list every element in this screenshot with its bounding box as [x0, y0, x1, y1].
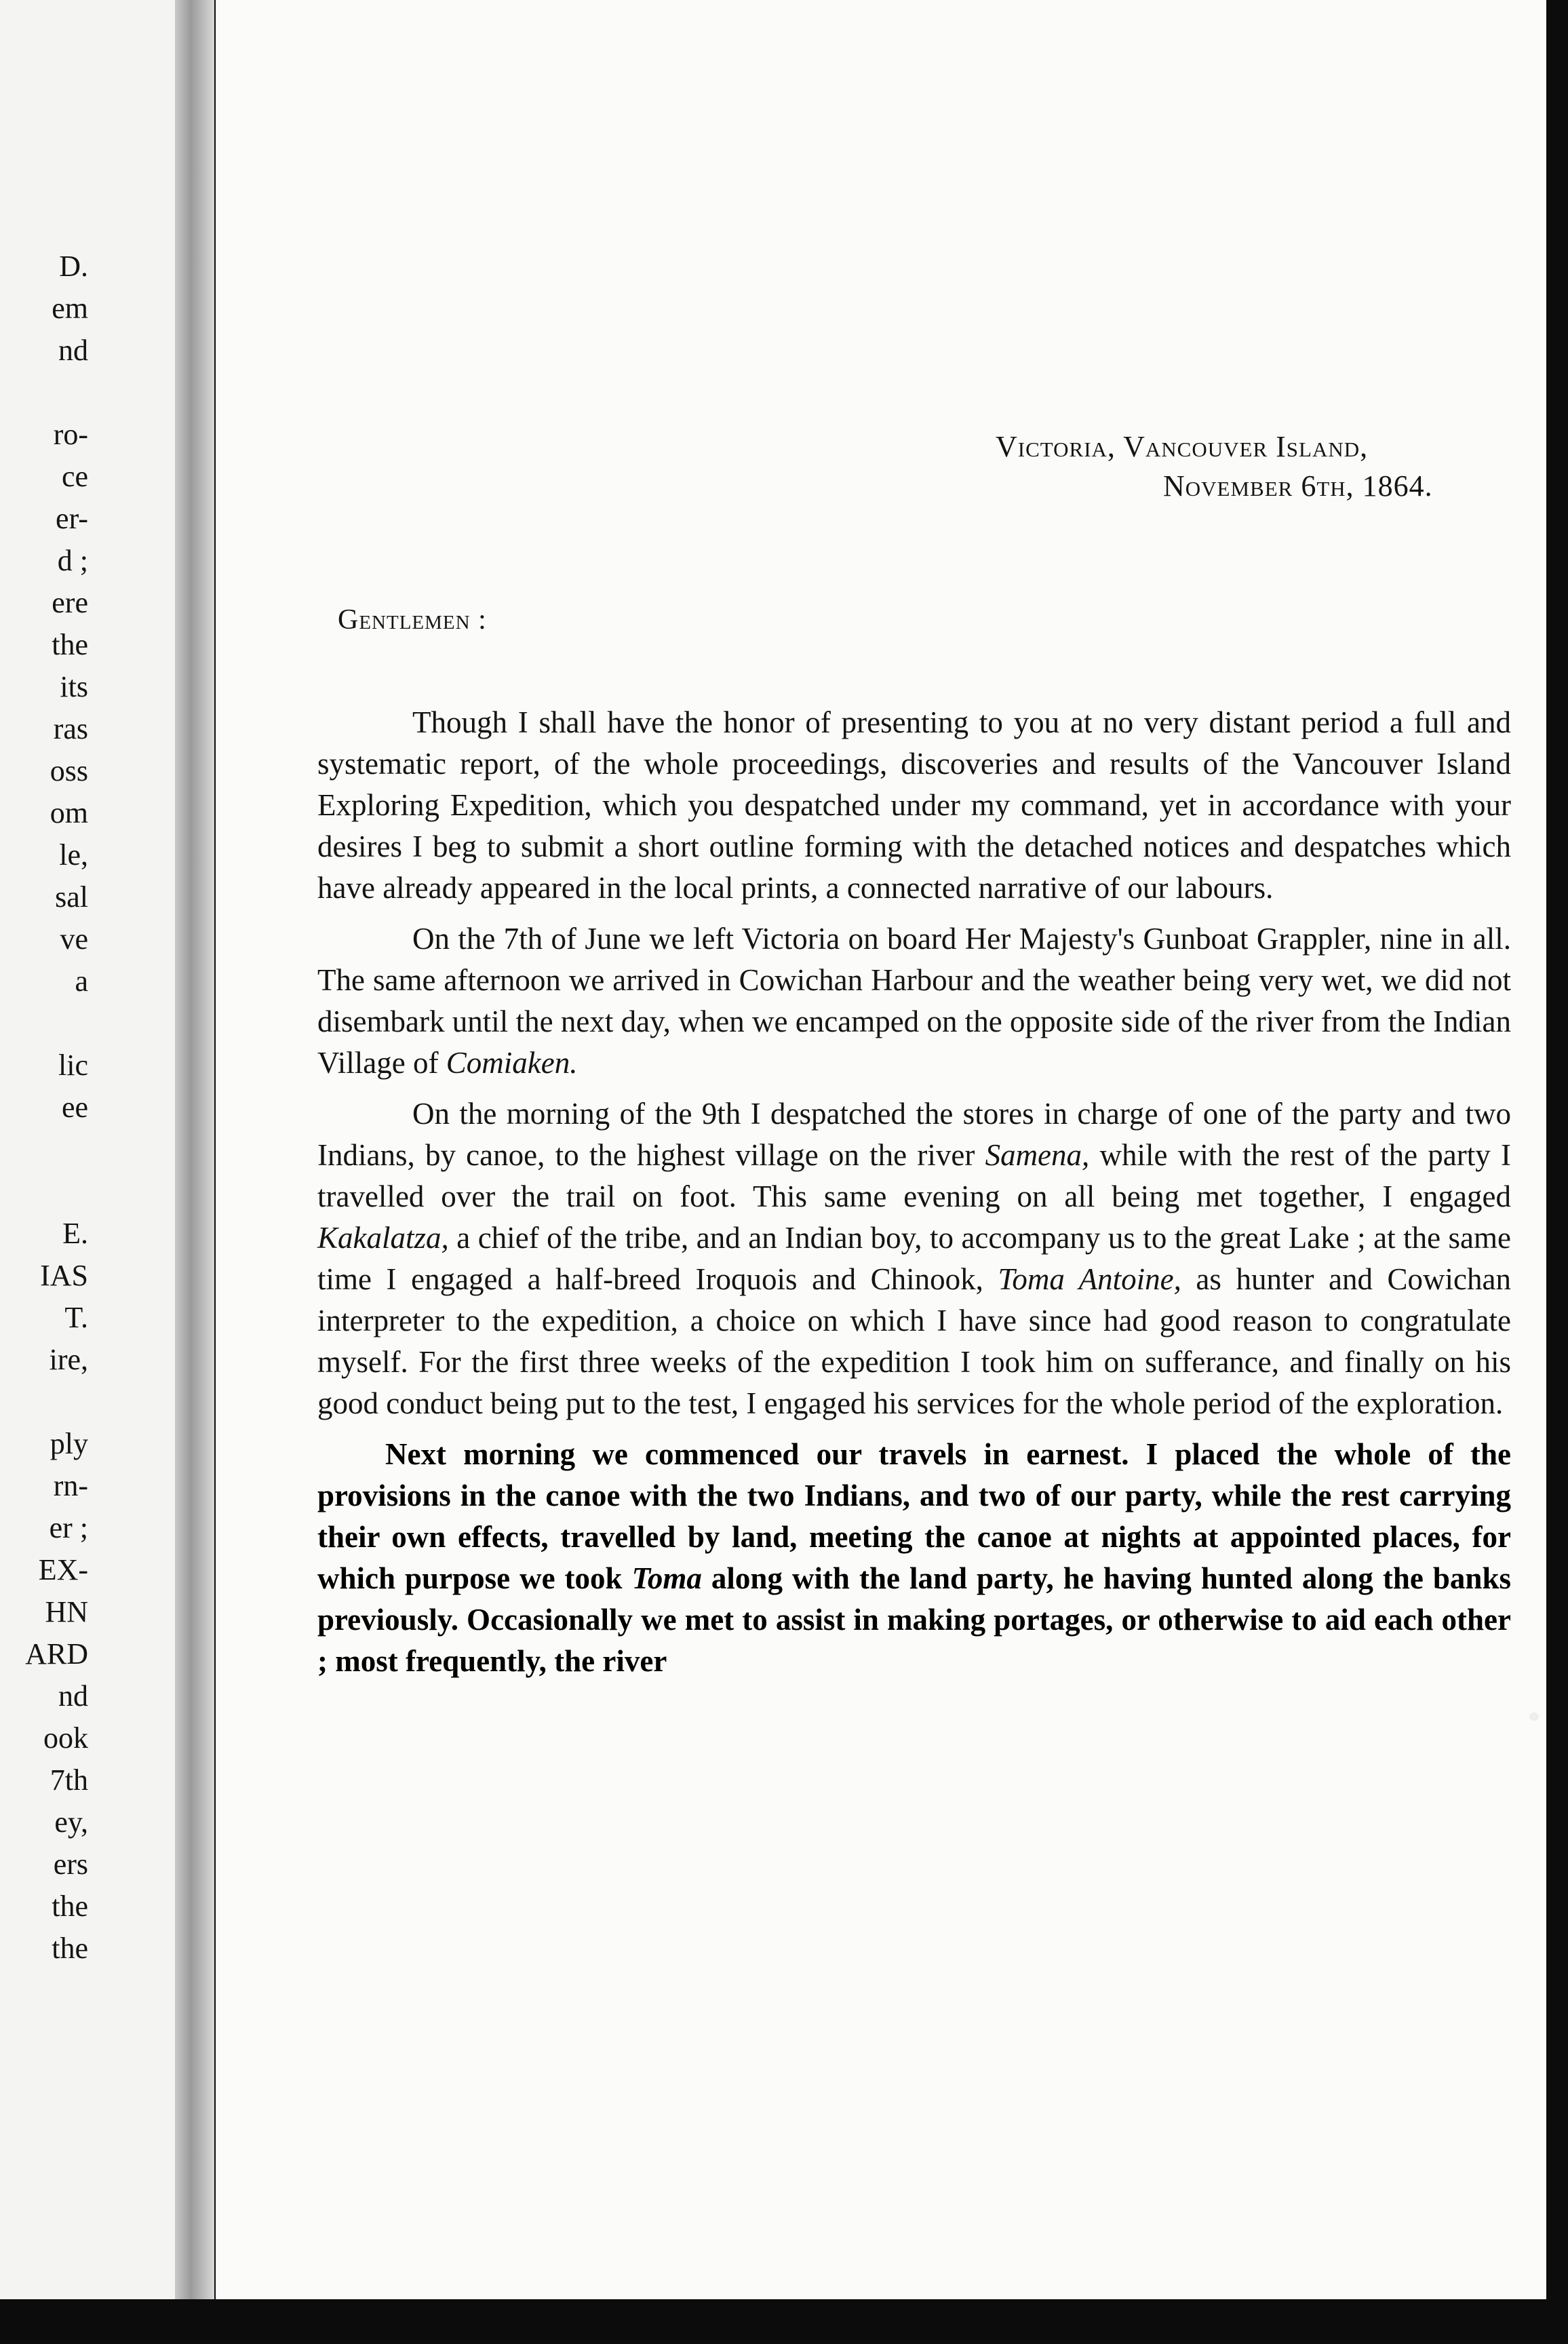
facing-page-fragment: ro-: [53, 418, 88, 451]
facing-page-fragment: [0, 1381, 88, 1423]
dateline-date: November 6th, 1864.: [1163, 469, 1433, 503]
facing-page-fragment: HN: [45, 1595, 88, 1628]
paragraph: [317, 1093, 1511, 1424]
facing-page-fragment: ook: [43, 1721, 88, 1755]
facing-page-fragment: E.: [62, 1217, 88, 1250]
facing-page-fragment: om: [50, 796, 88, 829]
italic-name: Kakalatza,: [317, 1221, 449, 1255]
facing-page-fragment: 7th: [50, 1763, 88, 1797]
paragraph-text: while with the rest of the party I travelled over the trail on foot. This same evening on all being met together, I engaged: [317, 1138, 1511, 1213]
italic-name: Comiaken.: [446, 1046, 578, 1080]
paragraph-text: Next morning we commenced our travels in earnest. I placed the whole of the provisions in the canoe with the two Indians, and two of our party, while the rest carrying their own effects, travelled by land, meeting the canoe at nights at appointed places, for which purpose we took: [317, 1437, 1511, 1595]
facing-page-fragment: EX-: [38, 1553, 88, 1586]
facing-page-fragment: sal: [55, 880, 88, 914]
facing-page-fragment: ras: [53, 712, 88, 745]
paragraph-text: On the 7th of June we left Victoria on board Her Majesty's Gunboat Grappler, nine in all. The same afternoon we arrived in Cowichan Harbour and the weather being very wet, we did not disembark until the next day, when we encamped on the opposite side of the river from the Indian Village of: [317, 922, 1511, 1080]
facing-page-fragment: ply: [50, 1427, 88, 1460]
facing-page-fragment: the: [52, 628, 88, 661]
facing-page-fragment: er ;: [49, 1511, 88, 1544]
facing-page-fragment: [0, 372, 88, 414]
paragraph: [317, 918, 1511, 1084]
facing-page-fragment: ere: [52, 586, 88, 619]
facing-page-fragment: rn-: [53, 1469, 88, 1502]
facing-page-fragment: d ;: [57, 544, 88, 577]
dateline: [996, 427, 1433, 506]
facing-page-fragment: ey,: [54, 1805, 88, 1839]
paragraph-text: Though I shall have the honor of presenting to you at no very distant period a full and systematic report, of the whole proceedings, discoveries and results of the Vancouver Island Exploring Expedition, which you despatched under my command, yet in accordance with your desires I beg to submit a short outline forming with the detached notices and despatches which have already appeared in the local prints, a connected narrative of our labours.: [317, 705, 1511, 905]
letter-body: [317, 702, 1511, 1692]
facing-page-fragment: ers: [53, 1848, 88, 1881]
scan-speck: [1529, 1713, 1539, 1721]
facing-page-edge: [0, 0, 203, 2299]
facing-page-fragment: IAS: [40, 1259, 88, 1292]
facing-page-fragment: ve: [60, 922, 88, 956]
paragraph-text: along with the land party, he having hunted along the banks previously. Occasionally we met to assist in making portages, or otherwise to aid each other ; most frequently, the river: [317, 1561, 1511, 1678]
facing-page-fragment: nd: [58, 334, 88, 367]
facing-page-fragment: ARD: [25, 1637, 88, 1671]
facing-page-fragment: the: [52, 1890, 88, 1923]
paragraph-text: On the morning of the 9th I despatched the stores in charge of one of the party and two Indians, by canoe, to the highest village on the river: [317, 1097, 1511, 1172]
paragraph: [317, 702, 1511, 909]
facing-page-fragment: D.: [59, 250, 88, 283]
document-page: [216, 0, 1546, 2299]
facing-page-fragment: [0, 1002, 88, 1044]
facing-page-fragment: ire,: [49, 1343, 88, 1376]
scan-border: [0, 2299, 1568, 2344]
dateline-place: Victoria, Vancouver Island,: [996, 430, 1369, 463]
italic-name: Samena,: [985, 1138, 1090, 1172]
facing-page-fragment: le,: [59, 838, 88, 872]
paragraph-text: as hunter and Cowichan interpreter to the expedition, a choice on which I have since had good reason to congratulate myself. For the first three weeks of the expedition I took him on sufferance, and finally on his good conduct being put to the test, I engaged his services for the whole period of the exploration.: [317, 1262, 1511, 1420]
salutation: Gentlemen :: [338, 604, 487, 636]
facing-page-fragment: ce: [61, 460, 88, 493]
facing-page-fragment: T.: [64, 1301, 88, 1334]
book-gutter: [175, 0, 214, 2299]
facing-page-fragment: nd: [58, 1679, 88, 1713]
facing-page-fragment: its: [60, 670, 88, 703]
paragraph: [317, 1434, 1511, 1682]
facing-page-fragment: ee: [61, 1091, 88, 1124]
facing-page-fragment: em: [52, 292, 88, 325]
facing-page-text-fragments: [0, 246, 88, 1970]
italic-name: Toma: [631, 1561, 702, 1595]
facing-page-fragment: a: [75, 964, 88, 998]
paragraph-text: a chief of the tribe, and an Indian boy, to accompany us to the great Lake ; at the same time I engaged a half-breed Iroquois and Chinook,: [317, 1221, 1511, 1296]
facing-page-fragment: oss: [50, 754, 88, 787]
facing-page-fragment: the: [52, 1932, 88, 1965]
facing-page-fragment: [0, 1129, 88, 1171]
facing-page-fragment: er-: [56, 502, 88, 535]
facing-page-fragment: [0, 1171, 88, 1213]
facing-page-fragment: lic: [58, 1049, 88, 1082]
italic-name: Toma Antoine,: [998, 1262, 1181, 1296]
